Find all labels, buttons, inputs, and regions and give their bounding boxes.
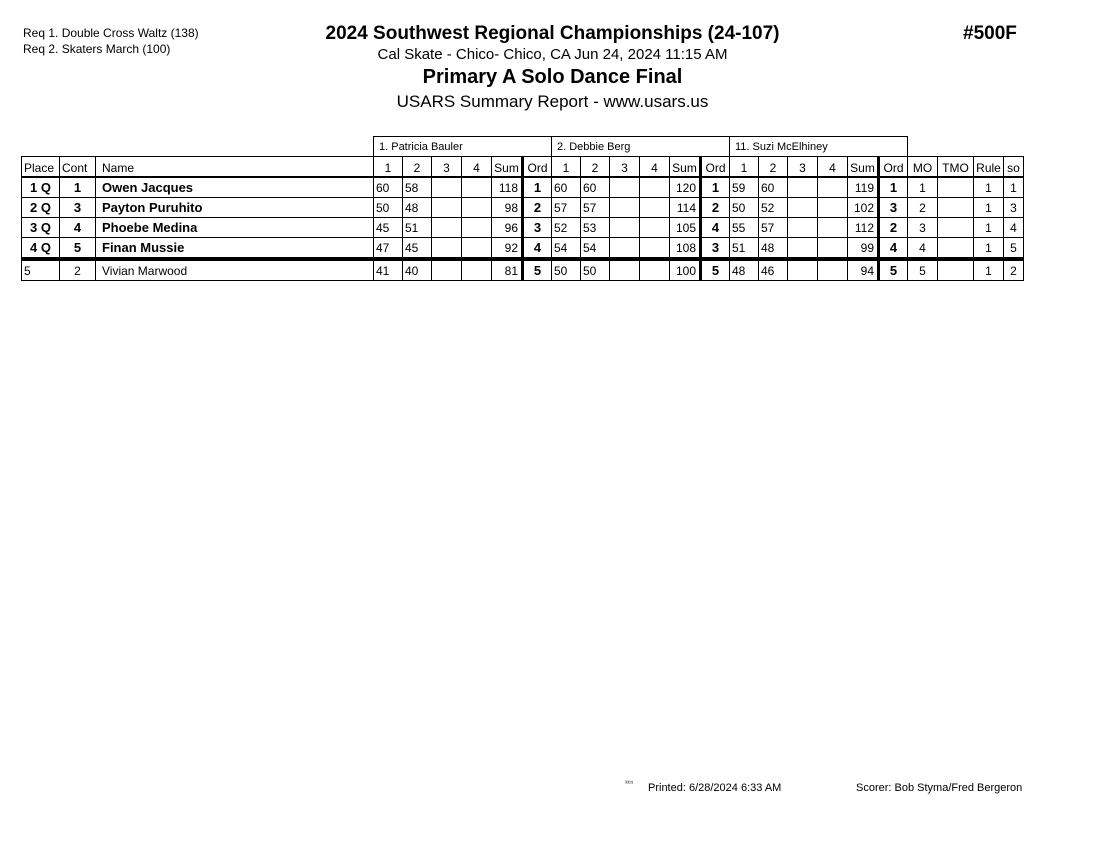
col-judge-2-ord: Ord (701, 157, 730, 178)
score-cell (640, 259, 670, 281)
col-judge-1-s3: 3 (432, 157, 462, 178)
score-cell (432, 177, 462, 198)
score-cell (432, 259, 462, 281)
skater-name: Payton Puruhito (96, 198, 374, 218)
tmo-cell (938, 238, 974, 260)
judge-sum-cell: 105 (670, 218, 701, 238)
rule-cell: 1 (974, 218, 1004, 238)
col-name: Name (96, 157, 374, 178)
score-cell: 60 (759, 177, 788, 198)
rule-cell: 1 (974, 259, 1004, 281)
score-cell: 51 (403, 218, 432, 238)
table-row (22, 218, 1024, 238)
score-cell (610, 218, 640, 238)
judge-ordinal-cell: 5 (701, 259, 730, 281)
score-cell: 52 (759, 198, 788, 218)
mo-cell: 2 (908, 198, 938, 218)
judge-ordinal-cell: 4 (523, 238, 552, 260)
table-row (22, 238, 1024, 260)
results-table (21, 136, 1024, 281)
event-name: Primary A Solo Dance Final (422, 66, 683, 88)
judge-header-row (22, 137, 1024, 157)
judge-ordinal-cell: 4 (879, 238, 908, 260)
judge-2-name: 2. Debbie Berg (552, 137, 730, 157)
col-judge-3-ord: Ord (879, 157, 908, 178)
judge-sum-cell: 108 (670, 238, 701, 260)
printed-date: Printed: 6/28/2024 6:33 AM (648, 782, 782, 794)
cont-cell: 1 (60, 177, 96, 198)
score-cell: 52 (552, 218, 581, 238)
place-cell: 2 Q (22, 198, 60, 218)
table-row (22, 177, 1024, 198)
score-cell (640, 177, 670, 198)
col-judge-3-sum: Sum (848, 157, 879, 178)
skater-name: Vivian Marwood (96, 259, 374, 281)
col-judge-2-s3: 3 (610, 157, 640, 178)
judge-sum-cell: 81 (492, 259, 523, 281)
cont-cell: 2 (60, 259, 96, 281)
so-cell: 4 (1004, 218, 1024, 238)
score-cell (432, 198, 462, 218)
judge-sum-cell: 102 (848, 198, 879, 218)
judge-ordinal-cell: 1 (701, 177, 730, 198)
score-cell (610, 177, 640, 198)
so-cell: 1 (1004, 177, 1024, 198)
judge-ordinal-cell: 2 (701, 198, 730, 218)
score-cell: 51 (730, 238, 759, 260)
score-cell: 46 (759, 259, 788, 281)
score-cell (610, 259, 640, 281)
judge-sum-cell: 119 (848, 177, 879, 198)
score-cell (788, 198, 818, 218)
col-place: Place (22, 157, 60, 178)
score-cell: 41 (374, 259, 403, 281)
judge-sum-cell: 96 (492, 218, 523, 238)
scorer: Scorer: Bob Styma/Fred Bergeron (856, 782, 1023, 794)
col-mo: MO (908, 157, 938, 178)
score-cell: 60 (552, 177, 581, 198)
event-code: #500F (963, 23, 1017, 44)
score-cell (462, 238, 492, 260)
judge-ordinal-cell: 1 (523, 177, 552, 198)
score-cell (610, 238, 640, 260)
judge-ordinal-cell: 1 (879, 177, 908, 198)
score-cell: 50 (581, 259, 610, 281)
judge-sum-cell: 94 (848, 259, 879, 281)
score-cell: 50 (374, 198, 403, 218)
score-cell (788, 238, 818, 260)
judge-ordinal-cell: 4 (701, 218, 730, 238)
judge-sum-cell: 114 (670, 198, 701, 218)
col-judge-1-s1: 1 (374, 157, 403, 178)
score-cell (610, 198, 640, 218)
mo-cell: 3 (908, 218, 938, 238)
score-cell (788, 259, 818, 281)
judge-sum-cell: 99 (848, 238, 879, 260)
col-judge-3-s1: 1 (730, 157, 759, 178)
score-cell (640, 238, 670, 260)
rule-cell: 1 (974, 198, 1004, 218)
judge-ordinal-cell: 5 (523, 259, 552, 281)
score-cell: 50 (730, 198, 759, 218)
judge-ordinal-cell: 3 (879, 198, 908, 218)
col-judge-3-s4: 4 (818, 157, 848, 178)
score-cell: 57 (552, 198, 581, 218)
judge-ordinal-cell: 2 (523, 198, 552, 218)
footer-mark: ³³¹⁵ (625, 781, 634, 787)
cont-cell: 4 (60, 218, 96, 238)
mo-cell: 1 (908, 177, 938, 198)
score-cell: 53 (581, 218, 610, 238)
col-judge-3-s3: 3 (788, 157, 818, 178)
table-row (22, 198, 1024, 218)
score-cell (640, 218, 670, 238)
cont-cell: 5 (60, 238, 96, 260)
col-judge-1-s2: 2 (403, 157, 432, 178)
score-cell (818, 238, 848, 260)
col-cont: Cont (60, 157, 96, 178)
rule-cell: 1 (974, 238, 1004, 260)
score-cell (432, 238, 462, 260)
score-cell (462, 177, 492, 198)
score-cell: 59 (730, 177, 759, 198)
score-cell: 45 (403, 238, 432, 260)
report-header (280, 22, 825, 113)
place-cell: 4 Q (22, 238, 60, 260)
score-cell: 60 (374, 177, 403, 198)
score-cell: 48 (403, 198, 432, 218)
col-judge-1-ord: Ord (523, 157, 552, 178)
requirement-2: Req 2. Skaters March (100) (23, 42, 171, 56)
col-judge-1-sum: Sum (492, 157, 523, 178)
score-cell: 45 (374, 218, 403, 238)
score-cell: 50 (552, 259, 581, 281)
score-cell (640, 198, 670, 218)
col-judge-2-sum: Sum (670, 157, 701, 178)
judge-3-name: 11. Suzi McElhiney (730, 137, 908, 157)
score-cell (818, 259, 848, 281)
score-cell (462, 259, 492, 281)
score-cell (462, 198, 492, 218)
skater-name: Owen Jacques (96, 177, 374, 198)
col-judge-1-s4: 4 (462, 157, 492, 178)
place-cell: 3 Q (22, 218, 60, 238)
score-cell: 40 (403, 259, 432, 281)
skater-name: Phoebe Medina (96, 218, 374, 238)
tmo-cell (938, 198, 974, 218)
judge-sum-cell: 112 (848, 218, 879, 238)
score-cell (788, 218, 818, 238)
col-judge-2-s4: 4 (640, 157, 670, 178)
so-cell: 3 (1004, 198, 1024, 218)
score-cell: 48 (730, 259, 759, 281)
mo-cell: 5 (908, 259, 938, 281)
judge-sum-cell: 120 (670, 177, 701, 198)
col-judge-2-s2: 2 (581, 157, 610, 178)
judge-sum-cell: 92 (492, 238, 523, 260)
requirement-1: Req 1. Double Cross Waltz (138) (23, 26, 199, 40)
judge-ordinal-cell: 5 (879, 259, 908, 281)
column-header-row (22, 157, 1024, 178)
col-tmo: TMO (938, 157, 974, 178)
place-cell: 5 (22, 259, 60, 281)
score-cell (788, 177, 818, 198)
venue-date: Cal Skate - Chico- Chico, CA Jun 24, 2024 11:15 AM (377, 46, 728, 63)
place-cell: 1 Q (22, 177, 60, 198)
score-cell (818, 177, 848, 198)
score-cell (462, 218, 492, 238)
judge-sum-cell: 98 (492, 198, 523, 218)
col-rule: Rule (974, 157, 1004, 178)
col-judge-2-s1: 1 (552, 157, 581, 178)
score-cell: 48 (759, 238, 788, 260)
score-cell: 47 (374, 238, 403, 260)
tmo-cell (938, 259, 974, 281)
cont-cell: 3 (60, 198, 96, 218)
so-cell: 2 (1004, 259, 1024, 281)
rule-cell: 1 (974, 177, 1004, 198)
skater-name: Finan Mussie (96, 238, 374, 260)
mo-cell: 4 (908, 238, 938, 260)
judge-sum-cell: 118 (492, 177, 523, 198)
judge-sum-cell: 100 (670, 259, 701, 281)
score-cell: 54 (552, 238, 581, 260)
competition-title: 2024 Southwest Regional Championships (24-107) (325, 23, 780, 44)
tmo-cell (938, 218, 974, 238)
score-cell: 55 (730, 218, 759, 238)
score-cell (432, 218, 462, 238)
col-judge-3-s2: 2 (759, 157, 788, 178)
judge-ordinal-cell: 3 (701, 238, 730, 260)
col-so: so (1004, 157, 1024, 178)
score-cell: 57 (759, 218, 788, 238)
table-row (22, 259, 1024, 281)
score-cell (818, 198, 848, 218)
score-cell: 54 (581, 238, 610, 260)
judge-ordinal-cell: 3 (523, 218, 552, 238)
judge-1-name: 1. Patricia Bauler (374, 137, 552, 157)
score-cell: 58 (403, 177, 432, 198)
score-cell (818, 218, 848, 238)
score-cell: 60 (581, 177, 610, 198)
so-cell: 5 (1004, 238, 1024, 260)
score-cell: 57 (581, 198, 610, 218)
report-name: USARS Summary Report - www.usars.us (396, 92, 709, 111)
judge-ordinal-cell: 2 (879, 218, 908, 238)
tmo-cell (938, 177, 974, 198)
